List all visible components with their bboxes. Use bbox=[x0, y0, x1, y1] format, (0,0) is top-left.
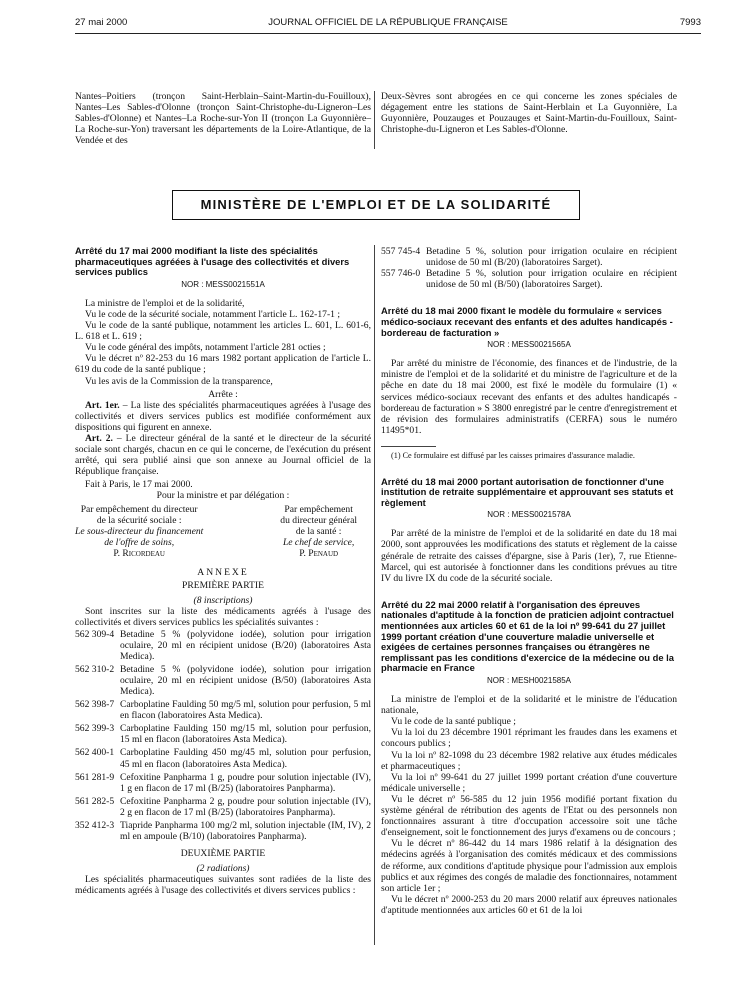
annex-heading: ANNEXE bbox=[197, 567, 249, 579]
ministry-banner bbox=[172, 190, 580, 220]
signature-line: de l'offre de soins, bbox=[104, 536, 175, 548]
item-text: Betadine 5 %, solution pour irrigation oculaire en récipient unidose de 50 ml (B/50) (laboratoires Sarget). bbox=[426, 268, 677, 291]
item-code: 562 310-2 bbox=[75, 663, 115, 675]
paragraph: Vu la loi du 23 décembre 1901 réprimant les fraudes dans les examens et concours publics ; bbox=[381, 727, 677, 750]
paragraph: Vu les avis de la Commission de la transparence, bbox=[85, 375, 273, 387]
signature-line: du directeur général bbox=[280, 514, 357, 526]
column-divider bbox=[374, 245, 375, 945]
item-code: 562 399-3 bbox=[75, 723, 115, 735]
paragraph: La ministre de l'emploi et de la solidarité et le ministre de l'éducation nationale, bbox=[381, 694, 677, 717]
item-code: 561 282-5 bbox=[75, 795, 115, 807]
left-column bbox=[75, 246, 371, 897]
paragraph: Sont inscrites sur la liste des médicaments agréés à l'usage des collectivités et divers services publics les spécialités suivantes : bbox=[75, 606, 371, 629]
header-date: 27 mai 2000 bbox=[75, 17, 128, 28]
list-item bbox=[75, 796, 371, 818]
item-text: Carboplatine Faulding 50 mg/5 ml, solution pour perfusion, 5 ml en flacon (laboratoires Asta Medica). bbox=[120, 699, 371, 722]
article-text: – La liste des spécialités pharmaceutiques agréées à l'usage des collectivités et divers services publics est modifiée conformément aux dispositions qui figurent en annexe. bbox=[75, 399, 371, 433]
signature-line: de la sécurité sociale : bbox=[96, 514, 182, 526]
item-text: Betadine 5 % (polyvidone iodée), solution pour irrigation oculaire, 20 ml en récipient unidose (B/50) (laboratoires Asta Medica). bbox=[120, 663, 371, 697]
header-page-number: 7993 bbox=[679, 17, 701, 28]
item-text: Tiapride Panpharma 100 mg/2 ml, solution injectable (IM, IV), 2 ml en ampoule (B/10) (laboratoires Panpharma). bbox=[120, 820, 371, 843]
intro-left bbox=[75, 91, 371, 146]
intro-right-text: Deux-Sèvres sont abrogées en ce qui concerne les zones spéciales de dégagement entre les stations de Saint-Herblain et La Guyonnière, La Guyonnière, Pouzauges et Pouzauges et Saint-Martin-du-Fouilloux, Saint-Christophe-du-Ligneron et Les Sables-d'Olonne. bbox=[381, 91, 677, 136]
right-column bbox=[381, 246, 677, 916]
item-text: Cefoxitine Panpharma 2 g, poudre pour solution injectable (IV), 2 g en flacon de 17 ml (B/25) (laboratoires Panpharma). bbox=[120, 795, 371, 818]
item-text: Betadine 5 %, solution pour irrigation oculaire en récipient unidose de 50 ml (B/20) (laboratoires Sarget). bbox=[426, 246, 677, 269]
signatory-name: P. Ricordeau bbox=[113, 547, 165, 559]
spacer bbox=[381, 461, 677, 477]
signatures bbox=[75, 504, 371, 559]
header-rule bbox=[75, 33, 701, 34]
paragraph: Vu la loi nº 82-1098 du 23 décembre 1982 relative aux études médicales et pharmaceutiques ; bbox=[381, 749, 677, 772]
intro-left-text: Nantes–Poitiers (tronçon Saint-Herblain–Saint-Martin-du-Fouilloux), Nantes–Les Sables-d'Olonne (tronçon Saint-Christophe-du-Ligneron–Les Sables-d'Olonne) et Nantes–La Roche-sur-Yon II (tronçon La Guyonnière–La Roche-sur-Yon) traversant les départements de la Loire-Atlantique, de la Vendée et des bbox=[75, 91, 371, 147]
item-text: Betadine 5 % (polyvidone iodée), solution pour irrigation oculaire, 20 ml en récipient unidose (B/20) (laboratoires Asta Medica). bbox=[120, 628, 371, 662]
paragraph: Vu le décret nº 82-253 du 16 mars 1982 portant application de l'article L. 619 du code de la santé publique ; bbox=[75, 353, 371, 376]
column-divider bbox=[374, 91, 375, 149]
article-1 bbox=[75, 400, 371, 433]
item-code: 557 745-4 bbox=[381, 246, 421, 257]
list-item bbox=[75, 747, 371, 769]
paragraph: Vu le code de la santé publique ; bbox=[391, 716, 516, 728]
signature-right bbox=[280, 504, 371, 559]
footnote-rule bbox=[381, 446, 436, 447]
list-item bbox=[75, 664, 371, 697]
inscriptions-list bbox=[75, 629, 371, 843]
paragraph: Vu le code de la sécurité sociale, notamment l'article L. 162-17-1 ; bbox=[85, 308, 341, 320]
paragraph: Vu le décret nº 86-442 du 14 mars 1986 relatif à la désignation des médecins agréés à l'organisation des comités médicaux et des commissions de réforme, aux conditions d'aptitude physique pour l'admission aux emplois publics et aux régimes des congés de maladie des fonctionnaires, notamment son article 1er ; bbox=[381, 838, 677, 894]
paragraph: Par arrêté de la ministre de l'emploi et de la solidarité en date du 18 mai 2000, sont approuvées les modifications des statuts et règlement de la caisse générale de retraite des caisses d'épargne, sise à Paris (1er), 7, rue Etienne-Marcel, qui est autorisée à fonctionner dans les conditions prévues au titre IV du livre IX du code de la sécurité sociale. bbox=[381, 528, 677, 584]
header-title: JOURNAL OFFICIEL DE LA RÉPUBLIQUE FRANÇAISE bbox=[268, 17, 508, 28]
item-code: 562 400-1 bbox=[75, 747, 115, 759]
part-heading: PREMIÈRE PARTIE bbox=[182, 580, 264, 592]
signature-line: Le chef de service, bbox=[282, 536, 355, 548]
item-code: 562 309-4 bbox=[75, 628, 115, 640]
list-item bbox=[75, 772, 371, 794]
nor-reference: NOR : MESS0021578A bbox=[487, 510, 571, 520]
article-text: – Le directeur général de la santé et le directeur de la sécurité sociale sont chargés, chacun en ce qui le concerne, de l'exécution du présent arrêté, qui sera publié ainsi que son annexe au Journal officiel de la République française. bbox=[75, 433, 371, 478]
paragraph: Les spécialités pharmaceutiques suivantes sont radiées de la liste des médicaments agréés à l'usage des collectivités et divers services publics : bbox=[75, 874, 371, 897]
part-subheading: (2 radiations) bbox=[196, 863, 250, 875]
paragraph: Vu le code général des impôts, notamment l'article 281 octies ; bbox=[85, 342, 326, 354]
nor-reference: NOR : MESS0021565A bbox=[487, 340, 571, 350]
paragraph: La ministre de l'emploi et de la solidarité, bbox=[85, 297, 245, 309]
article-label: Art. 2. bbox=[85, 433, 113, 444]
paragraph: Vu le décret nº 56-585 du 12 juin 1956 modifié portant fixation du système général de rétribution des agents de l'Etat ou des personnels non fonctionnaires assurant à titre d'occupation accessoire soit une tâche d'enseignement, soit le fonctionnement des jurys d'examens ou de concours ; bbox=[381, 793, 677, 839]
list-item bbox=[75, 723, 371, 745]
article-label: Art. 1er. bbox=[85, 399, 120, 411]
paragraph: Vu le code de la santé publique, notamment les articles L. 601, L. 601-6, L. 618 et L. 619 ; bbox=[75, 320, 371, 343]
list-item bbox=[381, 268, 677, 290]
part-heading: DEUXIÈME PARTIE bbox=[180, 848, 266, 860]
decree-title: Arrêté du 18 mai 2000 portant autorisation de fonctionner d'une institution de retraite supplémentaire et approuvant ses statuts et règlement bbox=[381, 475, 674, 508]
intro-right bbox=[381, 91, 677, 135]
item-code: 562 398-7 bbox=[75, 699, 115, 711]
spacer bbox=[381, 290, 677, 306]
paragraph: Par arrêté du ministre de l'économie, des finances et de l'industrie, de la ministre de l'emploi et de la solidarité et du ministre de l'agriculture et de la pêche en date du 18 mai 2000, est fixé le modèle du formulaire (1) « services médico-sociaux recevant des enfants et des adultes handicapés - bordereau de facturation » S 3800 enregistré par le centre d'enregistrement et de révision des formulaires administratifs (CERFA) sous le numéro 11495*01. bbox=[381, 358, 677, 436]
nor-reference: NOR : MESH0021585A bbox=[486, 676, 572, 685]
list-item bbox=[75, 820, 371, 842]
item-code: 561 281-9 bbox=[75, 771, 115, 783]
paragraph: Vu la loi nº 99-641 du 27 juillet 1999 portant création d'une couverture médicale universelle ; bbox=[381, 771, 677, 794]
signature-left bbox=[75, 504, 203, 559]
page-header bbox=[75, 17, 701, 31]
article-2 bbox=[75, 433, 371, 477]
paragraph: Vu le décret nº 2000-253 du 20 mars 2000 relatif aux épreuves nationales d'aptitude mentionnées aux articles 60 et 61 de la loi bbox=[381, 893, 677, 916]
footnote: (1) Ce formulaire est diffusé par les caisses primaires d'assurance maladie. bbox=[391, 450, 635, 460]
signature-line: Le sous-directeur du financement bbox=[75, 525, 204, 537]
delegation-line: Pour la ministre et par délégation : bbox=[156, 490, 290, 502]
signature-line: de la santé : bbox=[295, 525, 342, 537]
item-text: Cefoxitine Panpharma 1 g, poudre pour solution injectable (IV), 1 g en flacon de 17 ml (B/25) (laboratoires Panpharma). bbox=[120, 771, 371, 794]
item-text: Carboplatine Faulding 150 mg/15 ml, solution pour perfusion, 15 ml en flacon (laboratoires Asta Medica). bbox=[120, 723, 371, 746]
list-item bbox=[75, 629, 371, 662]
decree-title: Arrêté du 17 mai 2000 modifiant la liste des spécialités pharmaceutiques agréées à l'usage des collectivités et divers services publics bbox=[75, 245, 350, 278]
item-text: Carboplatine Faulding 450 mg/45 ml, solution pour perfusion, 45 ml en flacon (laboratoires Asta Medica). bbox=[120, 747, 371, 770]
nor-reference: NOR : MESS0021551A bbox=[181, 279, 265, 289]
signature-line: Par empêchement bbox=[284, 503, 353, 515]
spacer bbox=[381, 584, 677, 600]
radiations-list bbox=[381, 246, 677, 290]
signatory-name: P. Penaud bbox=[299, 547, 339, 559]
list-item bbox=[75, 699, 371, 721]
decree-title: Arrêté du 18 mai 2000 fixant le modèle du formulaire « services médico-sociaux recevant des enfants et des adultes handicapés - bordereau de facturation » bbox=[381, 305, 673, 338]
arrete-label: Arrête : bbox=[208, 388, 238, 400]
decree-title: Arrêté du 22 mai 2000 relatif à l'organisation des épreuves nationales d'aptitude à la fonction de praticien adjoint contractuel mentionnées aux articles 60 et 61 de la loi nº 99-641 du 27 juillet 1999 portant création d'une couverture maladie universelle et exigées de certaines personnes françaises ou étrangères ne remplissant pas les conditions d'exercice de la médecine ou de la pharmacie en France bbox=[381, 598, 674, 674]
item-code: 352 412-3 bbox=[75, 820, 115, 831]
date-line: Fait à Paris, le 17 mai 2000. bbox=[85, 479, 193, 491]
item-code: 557 746-0 bbox=[381, 268, 421, 280]
ministry-title: MINISTÈRE DE L'EMPLOI ET DE LA SOLIDARITÉ bbox=[200, 197, 552, 213]
part-subheading: (8 inscriptions) bbox=[193, 595, 253, 607]
signature-line: Par empêchement du directeur bbox=[80, 503, 198, 515]
list-item bbox=[381, 246, 677, 268]
